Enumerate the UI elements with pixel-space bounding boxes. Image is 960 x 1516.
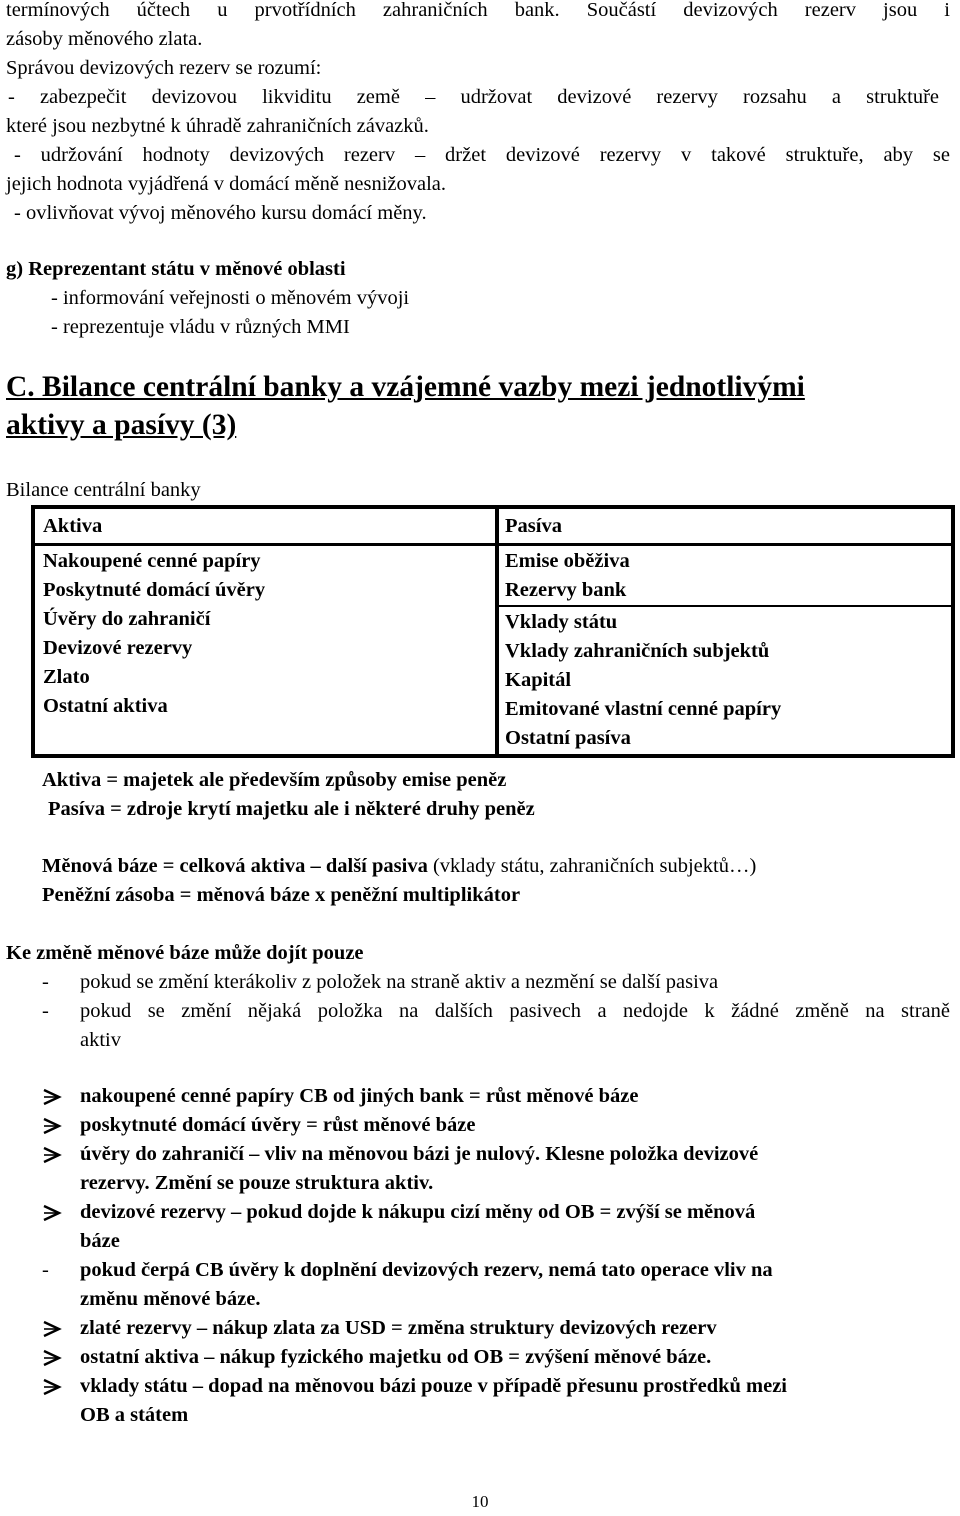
table-cell: Devizové rezervy: [43, 637, 193, 659]
list-item: [6, 997, 950, 1055]
pasiva-header: Pasíva: [505, 515, 562, 537]
arrow-bullet-icon: [6, 1314, 80, 1343]
text-line: - ovlivňovat vývoj měnového kursu domácí měny.: [14, 202, 427, 224]
table-cell: Poskytnuté domácí úvěry: [43, 579, 266, 601]
header-separator: [499, 543, 951, 546]
table-cell: Emise oběživa: [505, 550, 630, 572]
monetary-base-line: [6, 852, 950, 881]
pasiva-list-top: [505, 547, 630, 605]
section-g: [6, 255, 950, 342]
list-item: [6, 1082, 950, 1111]
dash-marker: -: [42, 1000, 49, 1022]
arrow-bullet-icon: [6, 1343, 80, 1372]
change-conditions: [6, 939, 950, 1055]
list-item-text: OB a státem: [80, 1404, 189, 1426]
list-item: [6, 1111, 950, 1140]
effects-list: [6, 1082, 950, 1430]
text-line: které jsou nezbytné k úhradě zahraničních závazků.: [6, 115, 429, 137]
table-cell: Emitované vlastní cenné papíry: [505, 698, 782, 720]
definitions: [6, 766, 950, 824]
arrow-bullet-icon: [6, 1082, 80, 1111]
list-item-text: aktiv: [80, 1029, 121, 1051]
table-cell: Rezervy bank: [505, 579, 627, 601]
heading-line: C. Bilance centrální banky a vzájemné vazby mezi jednotlivými: [6, 371, 805, 403]
list-item-text: ostatní aktiva – nákup fyzického majetku od OB = zvýšení měnové báze.: [80, 1346, 712, 1368]
dash-marker: -: [42, 1259, 49, 1281]
table-cell: Kapitál: [505, 669, 572, 691]
list-item: [6, 1343, 950, 1372]
arrow-bullet-icon: [6, 1198, 80, 1256]
list-item-text-block: [80, 1372, 950, 1430]
list-item-text: nakoupené cenné papíry CB od jiných bank = růst měnové báze: [80, 1085, 639, 1107]
text-line: jejich hodnota vyjádřená v domácí měně nesnižovala.: [6, 173, 447, 195]
table-cell: Ostatní pasíva: [505, 727, 631, 749]
text-line: termínových účtech u prvotřídních zahraničních bank. Součástí devizových rezerv jsou i: [6, 0, 950, 21]
list-item: [6, 1314, 950, 1343]
list-item-text-block: [80, 1256, 950, 1314]
text-line: - zabezpečit devizovou likviditu země – udržovat devizové rezervy rozsahu a struktuře: [8, 86, 939, 108]
list-item-text: báze: [80, 1230, 120, 1252]
arrow-bullet-icon: [6, 1372, 80, 1430]
list-item-text: poskytnuté domácí úvěry = růst měnové báze: [80, 1114, 476, 1136]
table-cell: Ostatní aktiva: [43, 695, 168, 717]
arrow-bullet-icon: [6, 1140, 80, 1198]
intro-paragraph: [6, 0, 950, 228]
monetary-base-formulas: [6, 852, 950, 910]
list-item: [6, 968, 950, 997]
list-item-text: pokud se změní kterákoliv z položek na straně aktiv a nezmění se další pasiva: [80, 971, 719, 993]
pasiva-definition: Pasíva = zdroje krytí majetku ale i některé druhy peněz: [48, 798, 535, 820]
table-cell: Zlato: [43, 666, 90, 688]
page-number: 10: [471, 1492, 489, 1511]
money-supply-formula: Peněžní zásoba = měnová báze x peněžní multiplikátor: [42, 884, 521, 906]
aktiva-header: Aktiva: [43, 515, 103, 537]
heading-line: aktivy a pasívy (3): [6, 409, 237, 441]
list-item: [6, 1256, 950, 1314]
list-item-text: pokud se změní nějaká položka na dalších pasivech a nedojde k žádné změně na straně: [80, 1000, 950, 1022]
header-separator: [35, 543, 495, 546]
list-item: - informování veřejnosti o měnovém vývoji: [51, 287, 410, 309]
list-item: [6, 1198, 950, 1256]
list-item-text: zlaté rezervy – nákup zlata za USD = změna struktury devizových rezerv: [80, 1317, 717, 1339]
list-item-text: změnu měnové báze.: [80, 1288, 261, 1310]
list-item: - reprezentuje vládu v různých MMI: [51, 316, 350, 338]
monetary-base-formula: Měnová báze = celková aktiva – další pasiva: [42, 855, 428, 877]
table-cell: Nakoupené cenné papíry: [43, 550, 261, 572]
section-heading: [6, 368, 946, 444]
row-separator: [499, 605, 951, 607]
list-item-text-block: [80, 997, 950, 1055]
list-item-text: devizové rezervy – pokud dojde k nákupu cizí měny od OB = zvýší se měnová: [80, 1201, 756, 1223]
table-cell: Vklady státu: [505, 611, 618, 633]
list-item-text: pokud čerpá CB úvěry k doplnění devizových rezerv, nemá tato operace vliv na: [80, 1259, 773, 1281]
balance-caption: Bilance centrální banky: [6, 479, 201, 501]
monetary-base-note: (vklady státu, zahraničních subjektů…): [427, 855, 757, 877]
list-item-text: úvěry do zahraničí – vliv na měnovou bázi je nulový. Klesne položka devizové: [80, 1143, 759, 1165]
list-item: [6, 1372, 950, 1430]
list-item-text-block: [80, 1140, 950, 1198]
list-item-text: vklady státu – dopad na měnovou bázi pouze v případě přesunu prostředků mezi: [80, 1375, 787, 1397]
text-line: - udržování hodnoty devizových rezerv – držet devizové rezervy v takové struktuře, aby se: [14, 144, 950, 166]
text-line: zásoby měnového zlata.: [6, 28, 203, 50]
dash-marker: -: [42, 971, 49, 993]
table-cell: Vklady zahraničních subjektů: [505, 640, 770, 662]
list-item: [6, 1140, 950, 1198]
aktiva-list: [43, 547, 265, 721]
list-item-text-block: [80, 1198, 950, 1256]
section-g-title: g) Reprezentant státu v měnové oblasti: [6, 258, 346, 280]
text-line: Správou devizových rezerv se rozumí:: [6, 57, 322, 79]
table-cell: Úvěry do zahraničí: [43, 608, 211, 630]
arrow-bullet-icon: [6, 1111, 80, 1140]
balance-table: [31, 505, 955, 758]
change-title: Ke změně měnové báze může dojít pouze: [6, 942, 364, 964]
aktiva-definition: Aktiva = majetek ale především způsoby emise peněz: [42, 769, 507, 791]
list-item-text: rezervy. Změní se pouze struktura aktiv.: [80, 1172, 434, 1194]
pasiva-list-bottom: [505, 608, 781, 753]
